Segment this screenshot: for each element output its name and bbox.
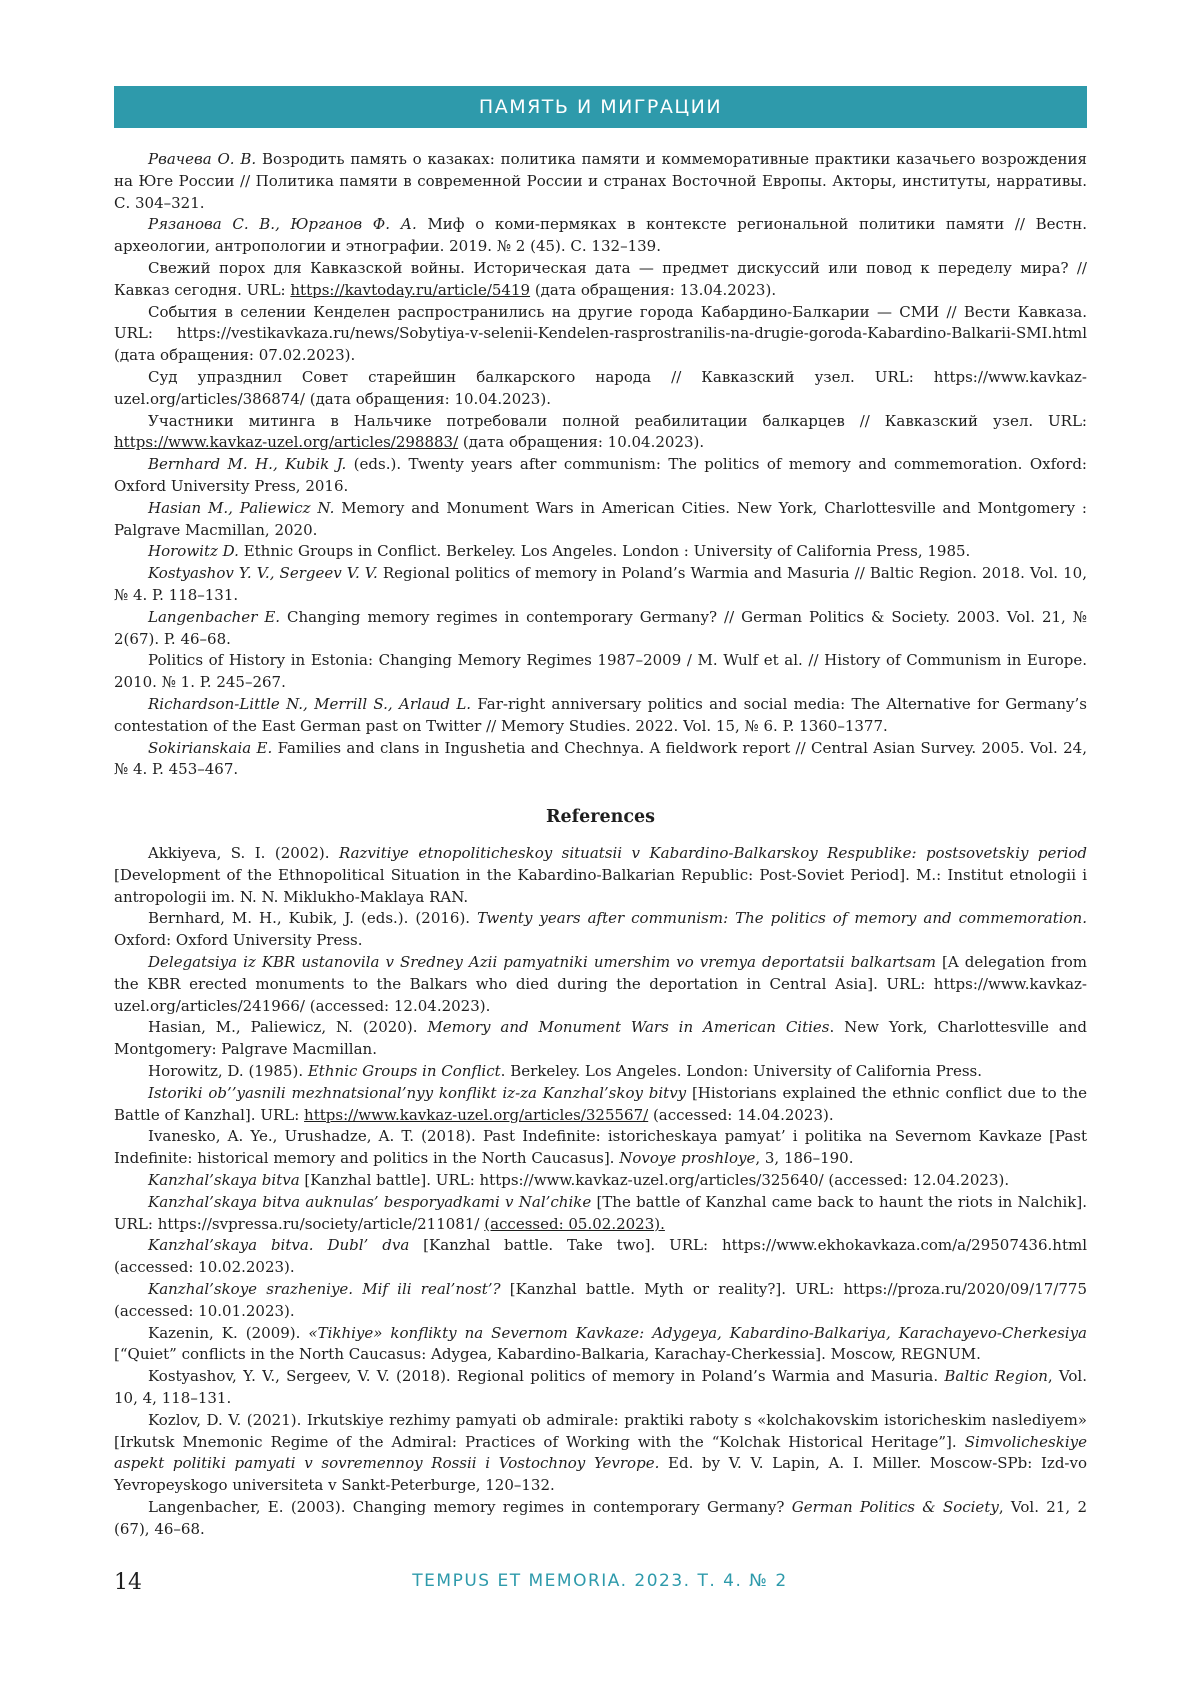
reference-title: Ethnic Groups in Conflict (307, 1061, 501, 1080)
page-number: 14 (114, 1570, 142, 1595)
reference-title: Twenty years after communism: The politics of memory and commemoration. (477, 909, 1087, 928)
entry-text: Миф о коми-пермяках в контексте региональной политики памяти // Вестн. археологии, антропологии и этнографии. 2019. № 2 (45). С. 132–139. (114, 215, 1087, 256)
reference-url[interactable]: (accessed: 05.02.2023). (484, 1214, 665, 1233)
entry-text: Changing memory regimes in contemporary Germany? // German Politics & Society. 2003. Vol. 21, № 2(67). P. 46–68. (114, 607, 1087, 648)
reference-text: [Kanzhal battle]. URL: https://www.kavkaz-uzel.org/articles/325640/ (accessed: 12.04.2023). (299, 1170, 1010, 1189)
bibliography-entry (114, 563, 1087, 607)
reference-entry (114, 1323, 1087, 1367)
entry-text: Возродить память о казаках: политика памяти и коммеморативные практики казачьего возрождения на Юге России // Политика памяти в современной России и странах Восточной Европы. Акторы, институты, нарративы. С. 304–321. (114, 150, 1087, 212)
entry-author: Рязанова С. В., Юрганов Ф. А. (148, 215, 417, 234)
bibliography-entry (114, 411, 1087, 455)
reference-title: Kanzhal’skaya bitva (148, 1170, 300, 1189)
reference-text: , Vol. 21, 2 (67), 46–68. (114, 1497, 1087, 1538)
reference-text: [“Quiet” conflicts in the North Caucasus: Adygea, Kabardino-Balkaria, Karachay-Cherkessia]. Moscow, REGNUM. (114, 1345, 981, 1364)
entry-author: Bernhard M. H., Kubik J. (148, 455, 347, 474)
entry-author: Hasian M., Paliewicz N. (148, 498, 335, 517)
bibliography-entry (114, 454, 1087, 498)
reference-text: [Kanzhal battle. Myth or reality?]. URL: https://proza.ru/2020/09/17/775 (accessed: 10.01.2023). (114, 1279, 1087, 1320)
reference-text: Ed. by V. V. Lapin, A. I. Miller. Moscow-SPb: Izd-vo Yevropeyskogo universiteta v Sankt-Peterburge, 120–132. (114, 1454, 1087, 1495)
reference-title: Baltic Region (944, 1367, 1048, 1386)
reference-text: Akkiyeva, S. I. (2002). (148, 844, 339, 862)
reference-text: , Vol. 10, 4, 118–131. (114, 1367, 1087, 1407)
bibliography-entry (114, 694, 1087, 738)
entry-text: События в селении Кенделен распространились на другие города Кабардино-Балкарии — СМИ // Вести Кавказа. URL: https://vestikavkaza.ru/news/Sobytiya-v-selenii-Kendelen-rasprostranilis-na-drugie-goroda-Kabardino-Balkarii-SMI.html (дата обращения: 07.02.2023). (114, 302, 1087, 365)
reference-text: (accessed: 14.04.2023). (648, 1105, 834, 1124)
bibliography-entry (114, 214, 1087, 258)
reference-text: . Berkeley. Los Angeles. London: University of California Press. (500, 1061, 983, 1080)
reference-entry (114, 1235, 1087, 1279)
reference-text: Bernhard, M. H., Kubik, J. (eds.). (2016). (148, 909, 478, 928)
entry-text: Суд упразднил Совет старейшин балкарского народа // Кавказский узел. URL: https://www.kavkaz-uzel.org/articles/386874/ (дата обращения: 10.04.2023). (114, 367, 1087, 408)
entry-text: Memory and Monument Wars in American Cities. New York, Charlottesville and Montgomery : Palgrave Macmillan, 2020. (114, 498, 1087, 539)
reference-text: Hasian, M., Paliewicz, N. (2020). (148, 1018, 428, 1037)
bibliography-entry (114, 650, 1087, 694)
reference-text: Langenbacher, E. (2003). Changing memory regimes in contemporary Germany? (148, 1497, 792, 1516)
reference-entry (114, 843, 1087, 908)
reference-entry (114, 1279, 1087, 1323)
entry-author: Kostyashov Y. V., Sergeev V. V. (148, 564, 378, 583)
entry-author: Langenbacher E. (148, 607, 281, 626)
reference-text: . New York, Charlottesville and Montgomery: Palgrave Macmillan. (114, 1018, 1088, 1059)
reference-text: Kozlov, D. V. (2021). Irkutskiye rezhimy pamyati ob admirale: praktiki raboty s «kolchakovskim istoricheskim naslediyem» [Irkutsk Mnemonic Regime of the Admiral: Practices of Working with the “Kolchak Historical Heritage”]. (114, 1410, 1087, 1451)
bibliography-entry (114, 149, 1087, 214)
bibliography-entry (114, 541, 1087, 563)
reference-title: Simvolicheskiye aspekt politiki pamyati v sovremennoy Rossii i Vostochnoy Yevrope. (114, 1432, 1087, 1473)
reference-entry (114, 908, 1087, 952)
reference-title: Delegatsiya iz KBR ustanovila v Sredney Azii pamyatniki umershim vo vremya deportatsii balkartsam (148, 952, 937, 971)
reference-text: Kostyashov, Y. V., Sergeev, V. V. (2018). Regional politics of memory in Poland’s Warmia and Masuria. (148, 1367, 945, 1386)
reference-text: Horowitz, D. (1985). (148, 1061, 308, 1080)
reference-title: «Tikhiye» konflikty na Severnom Kavkaze: Adygeya, Kabardino-Balkariya, Karachayevo-Cherkesiya (308, 1323, 1087, 1342)
entry-author: Horowitz D. (148, 542, 239, 561)
bibliography-entry (114, 302, 1087, 367)
reference-text: Kazenin, K. (2009). (148, 1323, 309, 1342)
reference-text: [The battle of Kanzhal came back to haunt the riots in Nalchik]. URL: https://svpressa.ru/society/article/211081/ (114, 1192, 1087, 1233)
reference-entry (114, 1017, 1087, 1061)
journal-title: TEMPUS ET MEMORIA. 2023. Т. 4. № 2 (412, 1571, 788, 1591)
references-heading: References (545, 807, 656, 827)
bibliography-entry (114, 738, 1087, 782)
entry-text: Far-right anniversary politics and social media: The Alternative for Germany’s contestation of the East German past on Twitter // Memory Studies. 2022. Vol. 15, № 6. P. 1360–1377. (114, 694, 1087, 735)
entry-author: Sokirianskaia E. (148, 738, 273, 757)
section-title: ПАМЯТЬ И МИГРАЦИИ (478, 96, 723, 118)
entry-author: Richardson-Little N., Merrill S., Arlaud L. (148, 694, 472, 713)
reference-text: Ivanesko, A. Ye., Urushadze, A. T. (2018). Past Indefinite: istoricheskaya pamyat’ i politika na Severnom Kavkaze [Past Indefinite: historical memory and politics in the North Caucasus]. (114, 1127, 1087, 1168)
reference-title: German Politics & Society (791, 1497, 999, 1516)
reference-title: Memory and Monument Wars in American Cities (427, 1018, 830, 1037)
entry-url[interactable]: https://kavtoday.ru/article/5419 (290, 280, 531, 299)
entry-author: Рвачева О. В. (148, 150, 257, 168)
reference-entry (114, 952, 1087, 1017)
reference-title: Novoye proshloye (619, 1149, 756, 1168)
reference-entry (114, 1192, 1087, 1236)
entry-tail: (дата обращения: 13.04.2023). (530, 280, 777, 299)
reference-title: Razvitiye etnopoliticheskoy situatsii v Kabardino-Balkarskoy Respublike: postsovetskiy period (338, 844, 1087, 862)
reference-title: Kanzhal’skaya bitva auknulas’ besporyadkami v Nal’chike (148, 1192, 592, 1211)
reference-entry (114, 1061, 1087, 1083)
reference-entry (114, 1083, 1087, 1127)
entry-text: (eds.). Twenty years after communism: The politics of memory and commemoration. Oxford: Oxford University Press, 2016. (114, 455, 1087, 495)
reference-entry (114, 1497, 1087, 1541)
entry-text: Ethnic Groups in Conflict. Berkeley. Los Angeles. London : University of California Press, 1985. (238, 542, 971, 561)
reference-url[interactable]: https://www.kavkaz-uzel.org/articles/325567/ (304, 1105, 649, 1124)
bibliography-entry (114, 498, 1087, 542)
reference-title: Kanzhal’skaya bitva. Dubl’ dva (148, 1236, 410, 1255)
entry-text: Участники митинга в Нальчике потребовали полной реабилитации балкарцев // Кавказский узел. URL: (148, 411, 1087, 430)
entry-text: Regional politics of memory in Poland’s Warmia and Masuria // Baltic Region. 2018. Vol. 10, № 4. P. 118–131. (114, 564, 1087, 604)
reference-text: [Development of the Ethnopolitical Situation in the Kabardino-Balkarian Republic: Post-Soviet Period]. M.: Institut etnologii i antropologii im. N. N. Miklukho-Maklaya RAN. (114, 865, 1087, 906)
bibliography-entry (114, 258, 1087, 302)
reference-text: Oxford: Oxford University Press. (114, 931, 363, 950)
bibliography-list (114, 149, 1087, 781)
reference-entry (114, 1170, 1087, 1192)
entry-text: Politics of History in Estonia: Changing Memory Regimes 1987–2009 / M. Wulf et al. // History of Communism in Europe. 2010. № 1. P. 245–267. (114, 651, 1087, 692)
entry-text: Свежий порох для Кавказской войны. Историческая дата — предмет дискуссий или повод к переделу мира? // Кавказ сегодня. URL: (114, 258, 1087, 299)
reference-text: [Historians explained the ethnic conflict due to the Battle of Kanzhal]. URL: (114, 1083, 1087, 1124)
reference-entry (114, 1126, 1087, 1170)
reference-entry (114, 1410, 1087, 1497)
entry-url[interactable]: https://www.kavkaz-uzel.org/articles/298883/ (114, 433, 459, 452)
section-header (114, 86, 1087, 128)
references-list (114, 843, 1087, 1541)
reference-entry (114, 1366, 1087, 1410)
entry-text: Families and clans in Ingushetia and Chechnya. A fieldwork report // Central Asian Survey. 2005. Vol. 24, № 4. P. 453–467. (114, 738, 1087, 779)
reference-title: Kanzhal’skoye srazheniye. Mif ili real’nost’? (148, 1279, 501, 1298)
reference-text: [A delegation from the KBR erected monuments to the Balkars who died during the deportation in Central Asia]. URL: https://www.kavkaz-uzel.org/articles/241966/ (accessed: 12.04.2023). (114, 952, 1087, 1015)
reference-title: Istoriki ob’’yasnili mezhnatsional’nyy konflikt iz-za Kanzhal’skoy bitvy (148, 1083, 687, 1102)
reference-text: , 3, 186–190. (755, 1149, 854, 1168)
bibliography-entry (114, 367, 1087, 411)
bibliography-entry (114, 607, 1087, 651)
reference-text: [Kanzhal battle. Take two]. URL: https://www.ekhokavkaza.com/a/29507436.html (accessed: 10.02.2023). (114, 1236, 1087, 1277)
entry-tail: (дата обращения: 10.04.2023). (458, 433, 705, 452)
